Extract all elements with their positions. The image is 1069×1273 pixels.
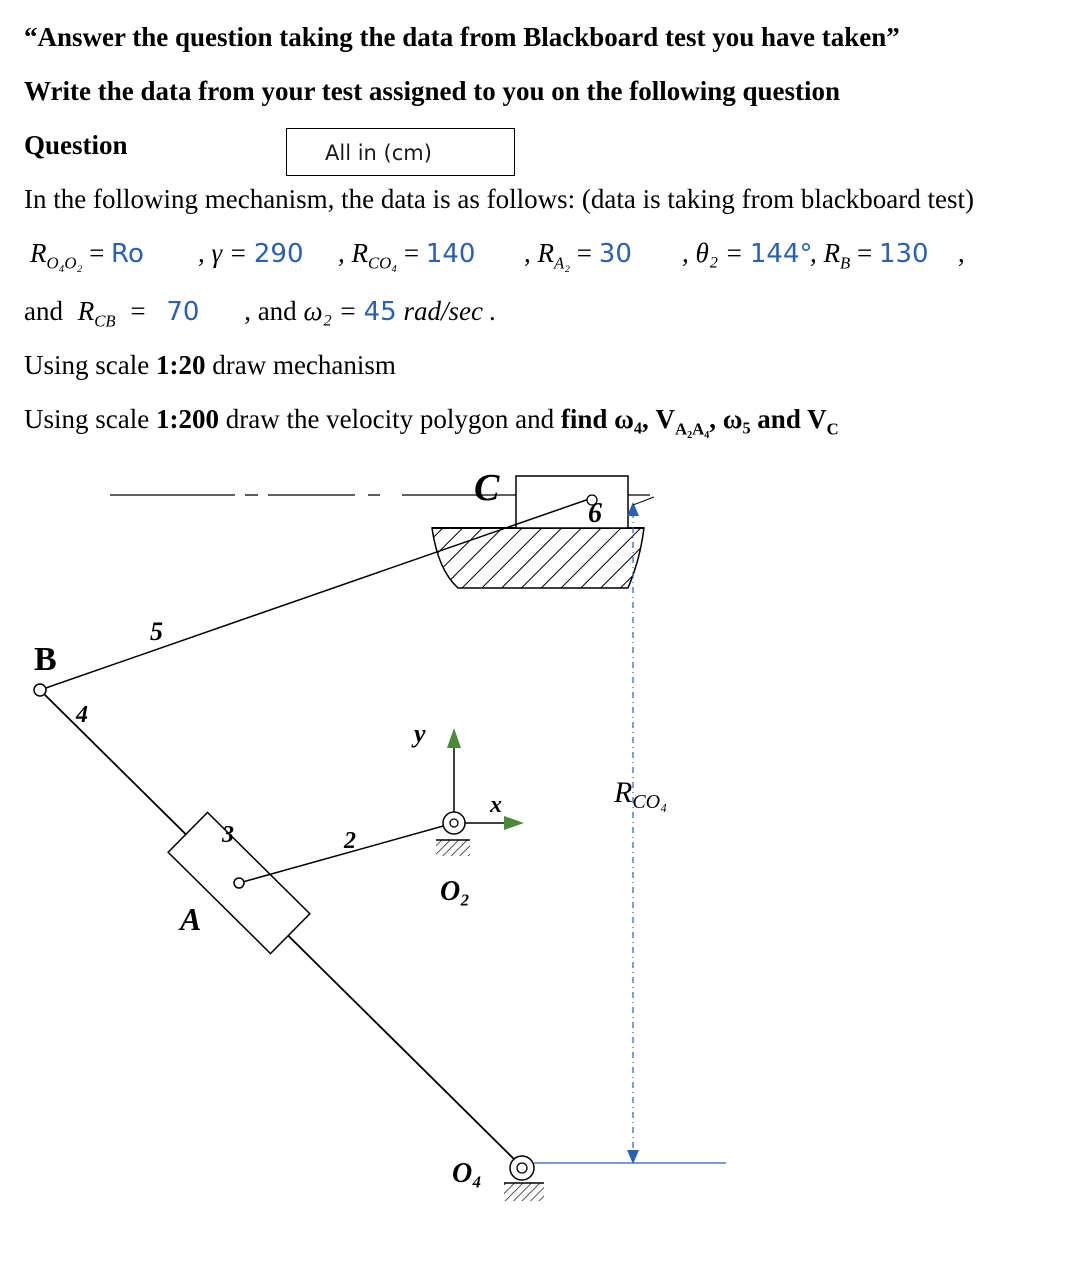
- param-r-b: , $R_B = 130$: [810, 238, 929, 273]
- label-x: x: [490, 792, 502, 818]
- param-r-o4o2: $R_{O_4O_2} = Ro$: [30, 238, 144, 273]
- scale-velocity: Using scale 1:200 draw the velocity polygon and find ω₄, $V_{A_2A_4}$, ω₅ and $V_C$: [24, 404, 839, 439]
- handwritten-note: All in (cm): [325, 141, 432, 165]
- param-r-co4: , $R_{CO_4} = 140$: [338, 238, 476, 273]
- label-rco4: $R_{CO_4}$: [614, 776, 668, 813]
- param-r-cb-value: 70: [166, 297, 200, 327]
- param-gamma: , γ = 290: [198, 238, 304, 269]
- label-5: 5: [150, 617, 163, 646]
- label-6: 6: [588, 498, 602, 529]
- joint-b: [34, 684, 46, 696]
- param-gamma-value: 290: [253, 239, 304, 269]
- y-axis-arrow: [447, 728, 461, 748]
- label-2: 2: [344, 828, 356, 854]
- x-axis-arrow: [504, 816, 524, 830]
- instruction-quote: “Answer the question taking the data from Blackboard test you have taken”: [24, 22, 900, 52]
- label-a: A: [180, 901, 202, 937]
- ground-slider: [432, 528, 644, 588]
- param-r-a2-value: 30: [598, 239, 632, 269]
- param-theta2-value: 144°: [749, 239, 813, 269]
- question-label: Question: [24, 130, 128, 160]
- scale-mechanism: Using scale 1:20 draw mechanism: [24, 350, 396, 380]
- label-4: 4: [76, 702, 88, 728]
- param-trailing-comma: ,: [958, 238, 965, 268]
- param-line2: and $R_{CB} = 70$ , and ω₂ = 45 rad/sec .: [24, 296, 497, 331]
- param-r-o4o2-value: Ro: [111, 239, 144, 269]
- label-o4: O₄: [452, 1158, 482, 1189]
- param-omega2-value: 45: [363, 297, 397, 327]
- label-c: C: [474, 467, 500, 509]
- rco4-arrow-bottom: [627, 1150, 639, 1164]
- param-r-a2: , $R_{A_2} = 30$: [524, 238, 632, 273]
- problem-intro: In the following mechanism, the data is as follows: (data is taking from blackboard test): [24, 184, 975, 214]
- param-r-b-value: 130: [878, 239, 929, 269]
- slider-block-6: [516, 476, 628, 528]
- label-y: y: [414, 719, 426, 748]
- link-5: [40, 498, 592, 690]
- param-r-co4-value: 140: [425, 239, 476, 269]
- rco4-arrow-top: [627, 502, 639, 516]
- pivot-o2: [436, 812, 470, 856]
- label-o2: O₂: [440, 876, 470, 907]
- param-theta2: , θ₂ = 144°: [682, 238, 813, 269]
- label-3: 3: [222, 822, 234, 848]
- label-b: B: [34, 641, 57, 678]
- instruction-line-2: Write the data from your test assigned to you on the following question: [24, 76, 841, 106]
- joint-a: [234, 878, 244, 888]
